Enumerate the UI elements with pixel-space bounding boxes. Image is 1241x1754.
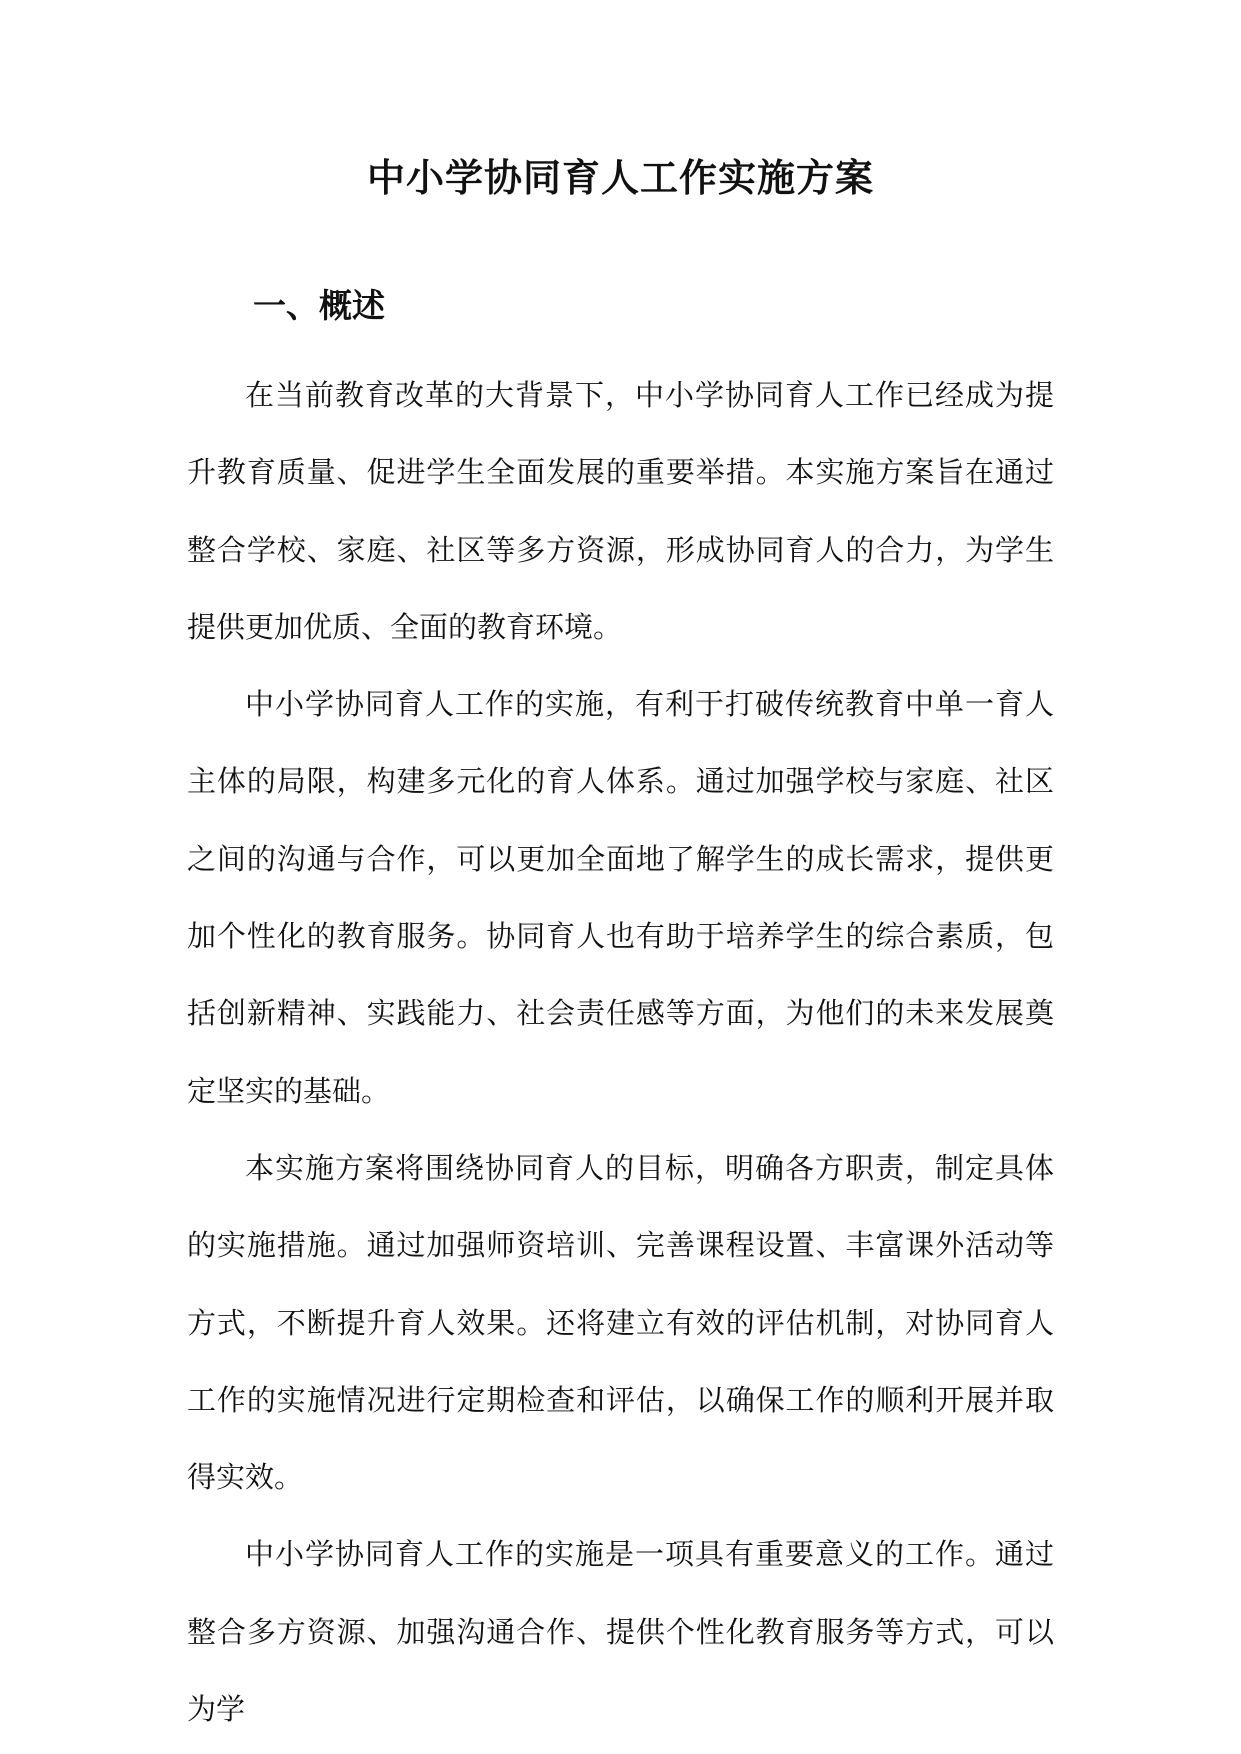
paragraph: 中小学协同育人工作的实施是一项具有重要意义的工作。通过整合多方资源、加强沟通合作、提供个性化教育服务等方式，可以为学 (187, 1537, 1054, 1727)
paragraph: 中小学协同育人工作的实施，有利于打破传统教育中单一育人主体的局限，构建多元化的育人体系。通过加强学校与家庭、社区之间的沟通与合作，可以更加全面地了解学生的成长需求，提供更加个性化的教育服务。协同育人也有助于培养学生的综合素质，包括创新精神、实践能力、社会责任感等方面，为他们的未来发展奠定坚实的基础。 (187, 687, 1054, 1108)
document-title: 中小学协同育人工作实施方案 (366, 155, 874, 200)
paragraph: 本实施方案将围绕协同育人的目标，明确各方职责，制定具体的实施措施。通过加强师资培训、完善课程设置、丰富课外活动等方式，不断提升育人效果。还将建立有效的评估机制，对协同育人工作的实施情况进行定期检查和评估，以确保工作的顺利开展并取得实效。 (187, 1150, 1054, 1495)
paragraph: 在当前教育改革的大背景下，中小学协同育人工作已经成为提升教育质量、促进学生全面发展的重要举措。本实施方案旨在通过整合学校、家庭、社区等多方资源，形成协同育人的合力，为学生提供更加优质、全面的教育环境。 (187, 378, 1054, 644)
section-heading: 一、概述 (253, 286, 385, 325)
document-body (187, 357, 1054, 1748)
